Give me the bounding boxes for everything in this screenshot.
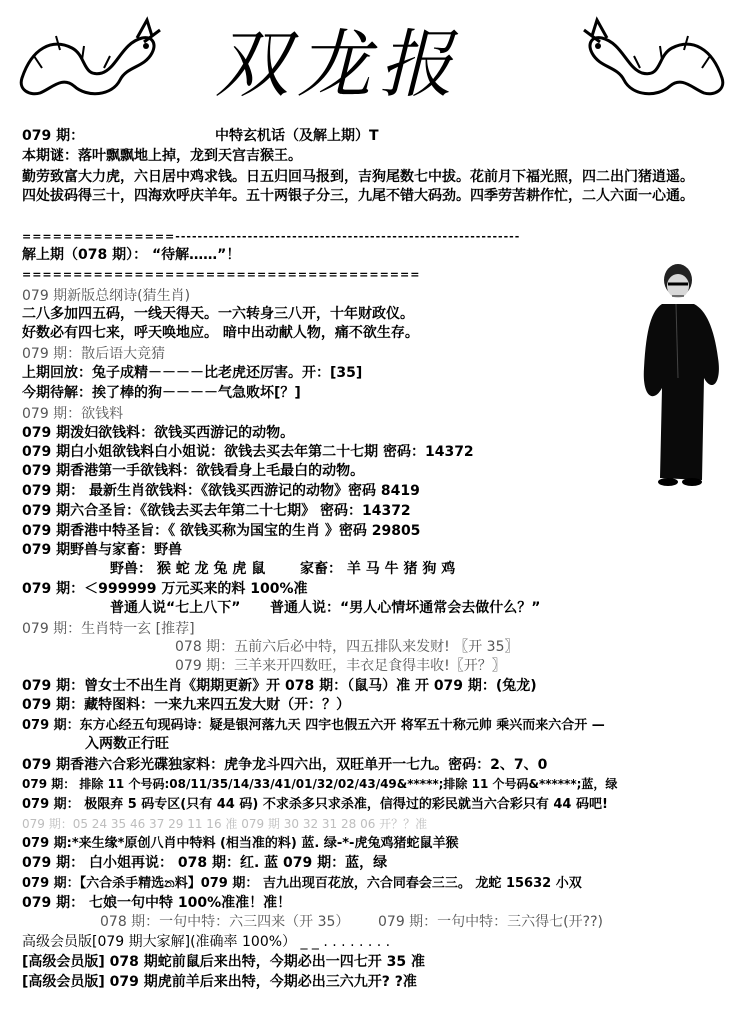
intro-period: 079 期：	[22, 128, 85, 144]
last-period-answer: 解上期（078 期）： “待解……”！	[22, 247, 241, 263]
riddle-verse: 勤劳致富大力虎，六日居中鸡求钱。日五归回马报到，吉狗尾数七中拔。花前月下福光照，四二出门猪逍遥。四处拔码得三十，四海欢呼庆羊年。五十两银子分三，九尾不错大码劲。四季劳苦耕作忙，二人六面一心通。	[22, 169, 694, 204]
zodiac-line: 079 期:*来生缘*原创八肖中特料 (相当准的料) 蓝. 绿-*-虎兔鸡猪蛇鼠羊猴	[22, 836, 459, 851]
zodiac-line: 078 期：五前六后必中特，四五排队来发财! 〖开 35〗	[175, 639, 519, 655]
zodiac-line: 078 期：一句中特：六三四来（开 35）	[100, 914, 350, 930]
riddle-heading: 079 期：散后语大竞猜	[22, 346, 166, 362]
zodiac-line: 079 期香港六合彩光碟独家料：虎争龙斗四六出，双旺单开一七九。密码：2、7、0	[22, 757, 548, 773]
person-photo	[632, 258, 722, 488]
zodiac-line: 079 期：三羊来开四数旺，丰衣足食得丰收!〖开？〗	[175, 658, 506, 674]
zodiac-line: 079 期：藏特图料：一来九来四五发大财（开：？）	[22, 697, 351, 713]
wild-animals: 野兽： 猴 蛇 龙 兔 虎 鼠	[110, 561, 266, 577]
intro-heading: 中特玄机话（及解上期）T	[215, 128, 379, 144]
vip-line: [高级会员版] 078 期蛇前鼠后来出特，今期必出一四七开 35 准	[22, 954, 425, 970]
poem-line-1: 二八多加四五码，一线天得天。一六转身三八开，十年财政仪。	[22, 306, 414, 322]
zodiac-line: 079 期： 排除 11 个号码:08/11/35/14/33/41/01/32/02/43/49&*****;排除 11 个号码&******;蓝，绿	[22, 777, 618, 791]
page-title: 双龙报	[215, 22, 461, 108]
divider: =======================================	[22, 268, 421, 281]
common-saying-2: 普通人说：“男人心情坏通常会去做什么？”	[270, 600, 541, 616]
riddle-line: 本期谜：落叶飘飘地上掉，龙到天宫吉猴王。	[22, 148, 302, 164]
riddle-review: 上期回放：兔子成精－－－－比老虎还厉害。开：[35]	[22, 365, 363, 381]
zodiac-line: 079 期：一句中特：三六得七(开??)	[378, 914, 603, 930]
desire-line: 079 期白小姐欲钱料白小姐说：欲钱去买去年第二十七期 密码：14372	[22, 444, 474, 460]
poem-line-2: 好数必有四七来，呼天唤地应。 暗中出动献人物，痛不欲生存。	[22, 325, 419, 341]
zodiac-line: 079 期：曾女士不出生肖《期期更新》开 078 期：（鼠马）准 开 079 期：(兔龙)	[22, 678, 537, 694]
page-header	[0, 0, 722, 122]
zodiac-line: 079 期：东方心经五句现码诗：疑是银河落九天 四宇也假五六开 将军五十称元帅 乘兴而来六合开 —	[22, 718, 605, 733]
zodiac-line: 079 期： 白小姐再说： 078 期：红. 蓝 079 期：蓝，绿	[22, 855, 388, 871]
desire-heading: 079 期：欲钱料	[22, 406, 124, 422]
domestic-animals: 家畜： 羊 马 牛 猪 狗 鸡	[300, 561, 456, 577]
zodiac-heading: 079 期：生肖特一玄 [推荐]	[22, 621, 195, 637]
vip-line: [高级会员版] 079 期虎前羊后来出特，今期必出三六九开? ?准	[22, 974, 417, 990]
desire-line: 079 期六合圣旨：《欲钱去买去年第二十七期》 密码：14372	[22, 503, 411, 519]
riddle-today: 今期待解：挨了棒的狗－－－－气急败坏[？]	[22, 385, 301, 401]
poem-heading: 079 期新版总纲诗(猜生肖)	[22, 288, 191, 304]
dragon-left-icon	[12, 8, 162, 108]
zodiac-line: 入两数正行旺	[85, 736, 169, 752]
divider: ===============--------------------------------------------------------------	[22, 230, 521, 243]
desire-line: 079 期野兽与家畜：野兽	[22, 542, 183, 558]
zodiac-line: 079 期： 极限弃 5 码专区(只有 44 码) 不求杀多只求杀准，信得过的彩民就当六合彩只有 44 码吧!	[22, 797, 608, 812]
common-saying-1: 普通人说“七上八下”	[110, 600, 241, 616]
desire-line: 079 期香港中特圣旨：《 欲钱买称为国宝的生肖 》密码 29805	[22, 523, 421, 539]
desire-line: 079 期泼妇欲钱料：欲钱买西游记的动物。	[22, 425, 295, 441]
desire-line: 079 期香港第一手欲钱料：欲钱看身上毛最白的动物。	[22, 463, 365, 479]
vip-heading: 高级会员版[079 期大家解](准确率 100%） _ _ . . . . . . . .	[22, 934, 391, 950]
desire-line: 079 期： 最新生肖欲钱料：《欲钱买西游记的动物》密码 8419	[22, 483, 420, 499]
zodiac-line: 079 期： 七娘一句中特 100%准准！准！	[22, 895, 292, 911]
desire-line: 079 期：＜999999 万元买来的料 100%准	[22, 581, 308, 597]
dragon-right-icon	[582, 8, 732, 108]
zodiac-line-faded: 079 期：05 24 35 46 37 29 11 16 准 079 期 30 32 31 28 06 开？？准	[22, 817, 428, 831]
zodiac-line: 079 期：【六合杀手精选න料】079 期： 吉九出现百花放，六合同春会三三。 龙蛇 15632 小双	[22, 876, 582, 891]
